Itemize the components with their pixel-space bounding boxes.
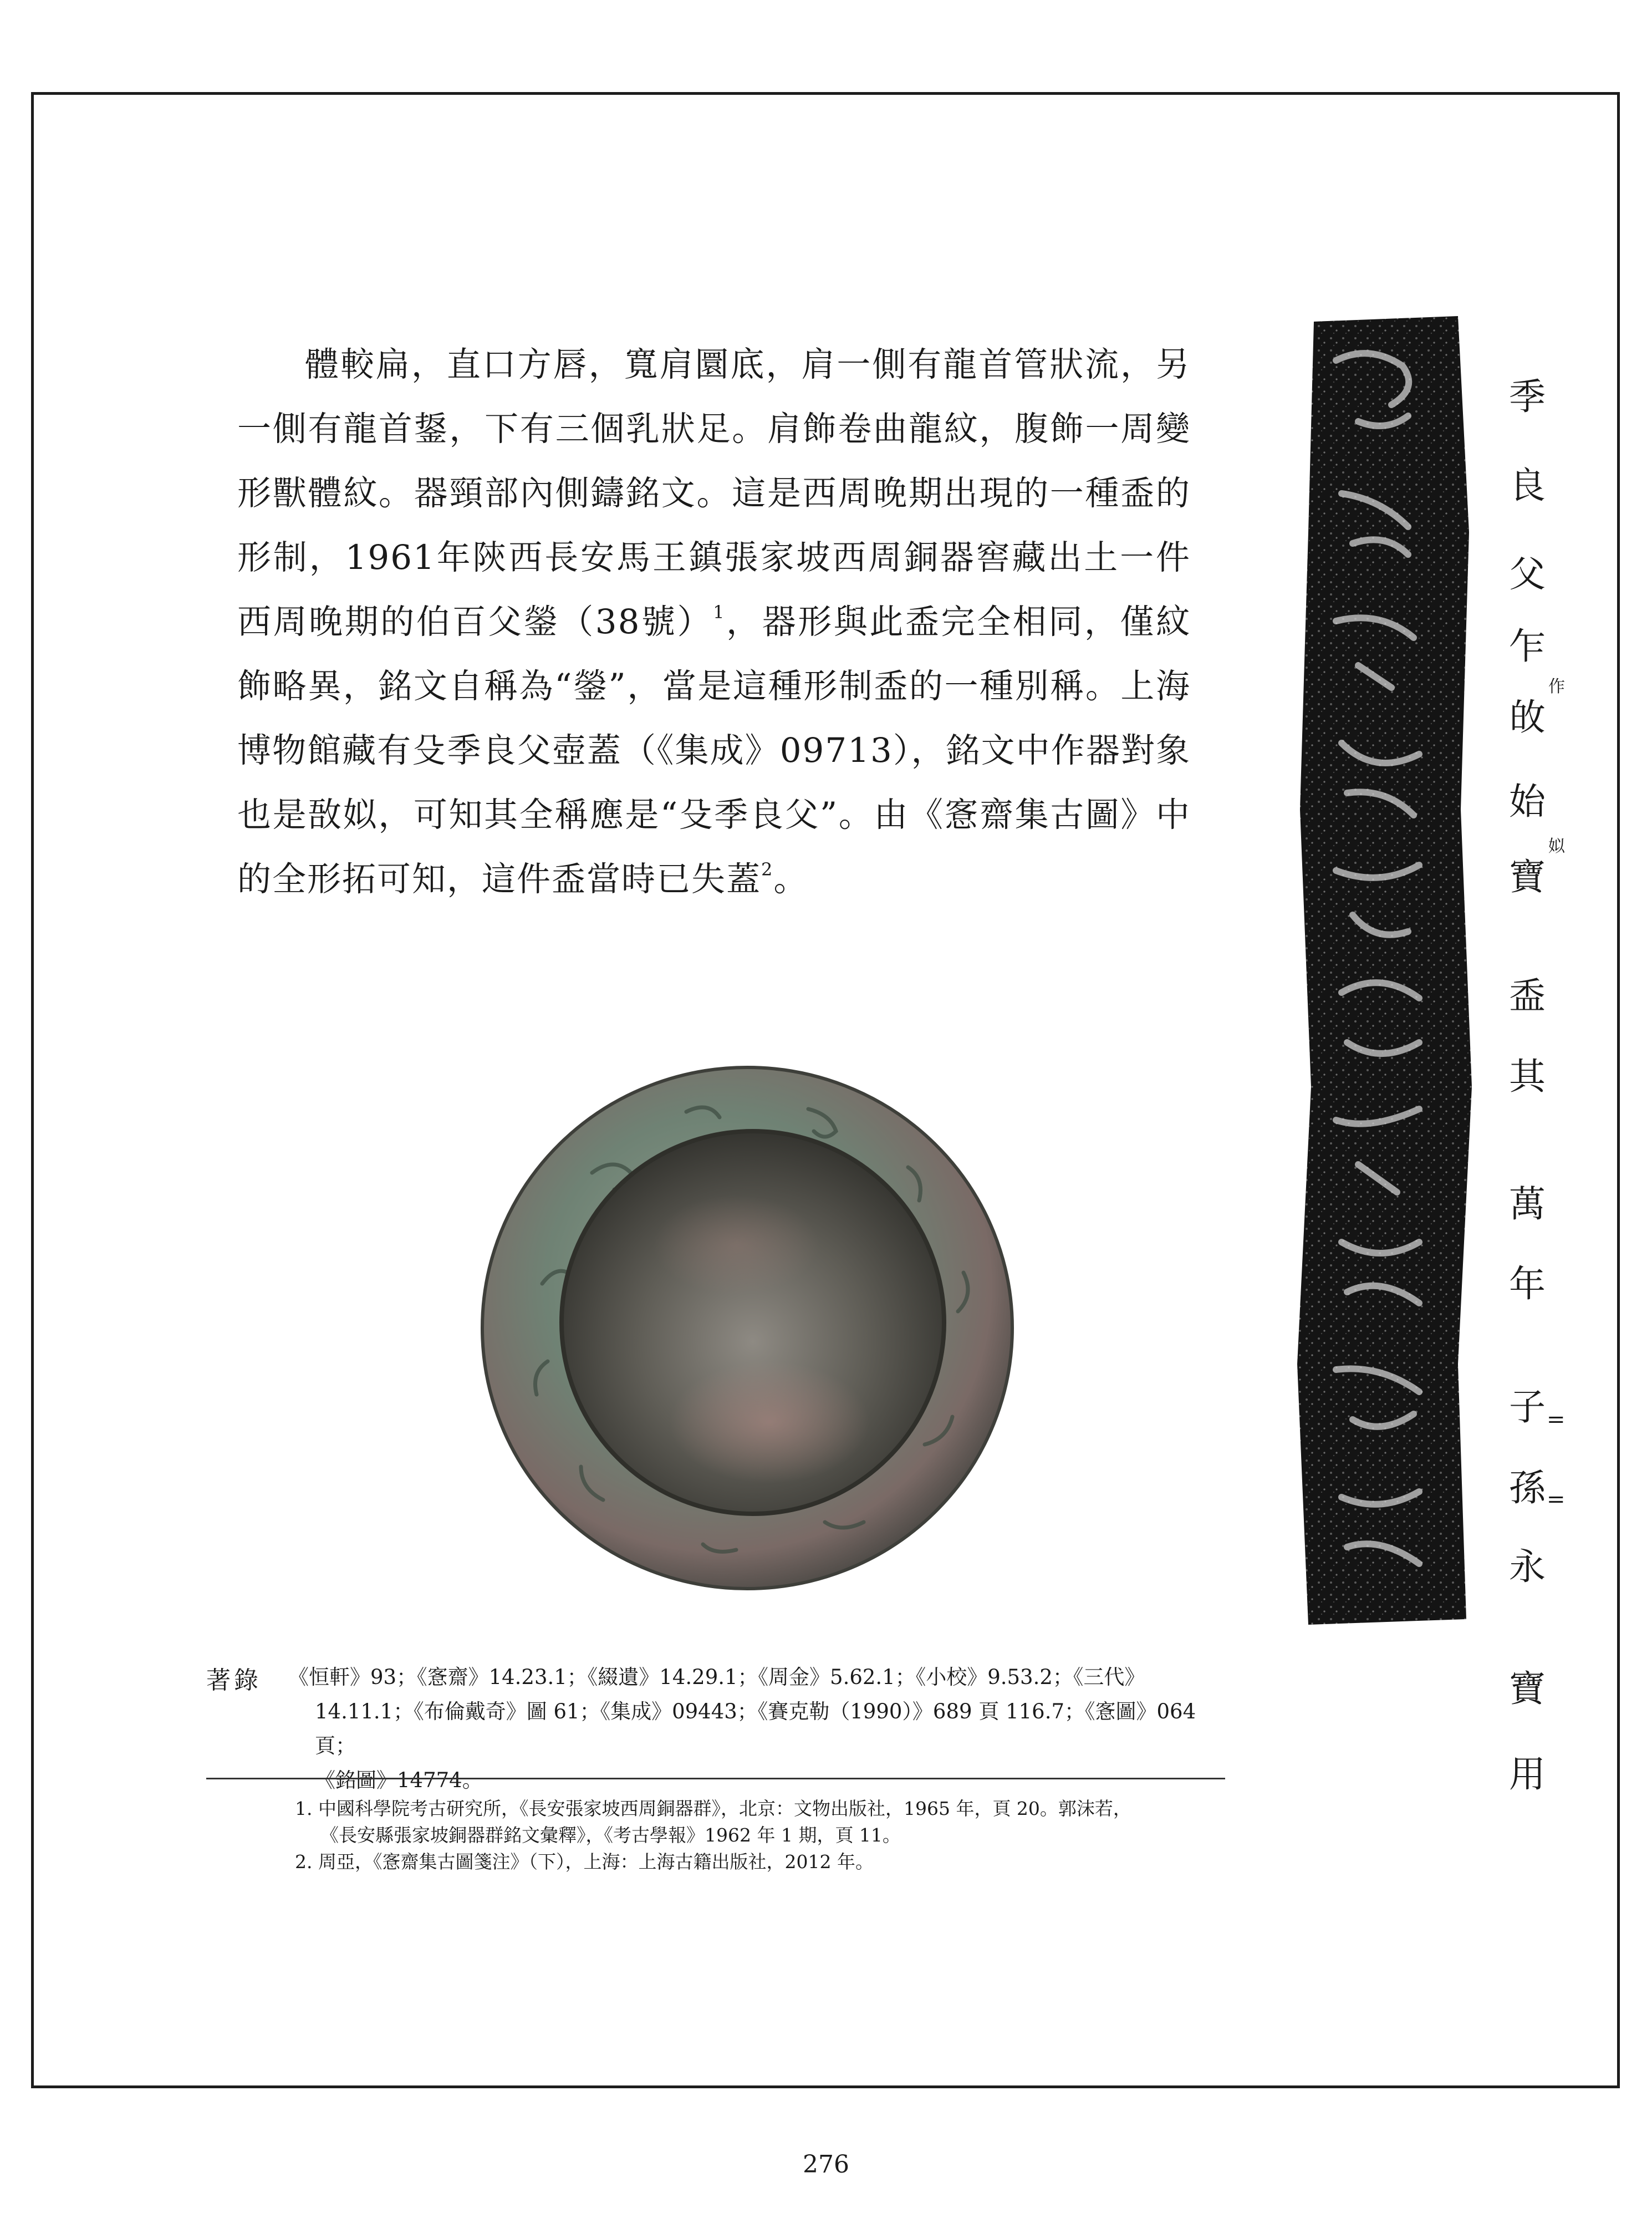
bronze-bowl-photo	[476, 1062, 1019, 1594]
transcription-char: 始	[1509, 780, 1546, 823]
transcription-char: 盉	[1509, 974, 1546, 1017]
inscription-rubbing	[1292, 311, 1475, 1630]
records-text	[288, 1660, 1225, 1798]
inscription-transcription	[1497, 375, 1566, 1852]
transcription-note: 作	[1548, 677, 1565, 696]
transcription-note: 姒	[1548, 837, 1565, 856]
footnote-ref-2[interactable]: 2	[761, 859, 774, 880]
transcription-char: 父	[1509, 553, 1546, 596]
footnotes	[295, 1795, 1232, 1875]
records-line: 《恒軒》93；《愙齋》14.23.1；《綴遺》14.29.1；《周金》5.62.1；《小校》9.53.2；《三代》	[288, 1665, 1145, 1689]
footnote-1: 1. 中國科學院考古研究所，《長安張家坡西周銅器群》，北京：文物出版社，1965 年，頁 20。郭沫若，	[295, 1798, 1131, 1819]
main-paragraph: 體較扁，直口方唇，寬肩圜底，肩一側有龍首管狀流，另一側有龍首鋬，下有三個乳狀足。肩飾卷曲龍紋，腹飾一周變形獸體紋。器頸部內側鑄銘文。這是西周晚期出現的一種盉的形制，1961年陝西長安馬王鎮張家坡西周銅器窖藏出土一件西周晚期的伯百父鎣（38號）$^1$，器形與此盉完全相同，僅紋飾略異，銘文自稱為“鎣”，當是這種形制盉的一種別稱。上海博物館藏有殳季良父壺蓋（《集成》09713），銘文中作器對象也是敔姒，可知其全稱應是“殳季良父”。由《愙齋集古圖》中的全形拓可知，這件盉當時已失蓋$^2$。	[237, 345, 1191, 899]
transcription-char: 永	[1509, 1545, 1546, 1588]
footnote-2: 2. 周亞，《愙齋集古圖箋注》（下），上海：上海古籍出版社，2012 年。	[295, 1851, 874, 1873]
records-label: 著錄	[206, 1666, 262, 1695]
transcription-char: 乍	[1509, 625, 1546, 668]
transcription-char: 寶	[1509, 1667, 1546, 1710]
transcription-char: 寶	[1509, 856, 1546, 898]
transcription-char: 萬	[1509, 1183, 1546, 1225]
transcription-char: 用	[1509, 1753, 1546, 1795]
main-text	[237, 333, 1191, 912]
transcription-char: 年	[1509, 1263, 1546, 1305]
transcription-char: 子	[1509, 1386, 1546, 1428]
transcription-char: 良	[1509, 464, 1546, 507]
transcription-char: 季	[1509, 375, 1546, 418]
records-line: 《銘圖》14774。	[315, 1768, 483, 1792]
repeat-mark: =	[1547, 1487, 1566, 1512]
page-number: 276	[803, 2150, 849, 2179]
transcription-char: 孫	[1509, 1467, 1546, 1509]
records-line: 14.11.1；《布倫戴奇》圖 61；《集成》09443；《賽克勒（1990）》689 頁 116.7；《愙圖》064 頁；	[315, 1700, 1196, 1758]
transcription-char: 敀	[1509, 696, 1546, 739]
transcription-char: 其	[1509, 1055, 1546, 1098]
footnote-divider	[206, 1778, 1225, 1779]
repeat-mark: =	[1547, 1407, 1566, 1432]
footnote-ref-1[interactable]: 1	[713, 602, 726, 623]
footnote-1-cont: 《長安縣張家坡銅器群銘文彙釋》，《考古學報》1962 年 1 期，頁 11。	[320, 1824, 901, 1846]
